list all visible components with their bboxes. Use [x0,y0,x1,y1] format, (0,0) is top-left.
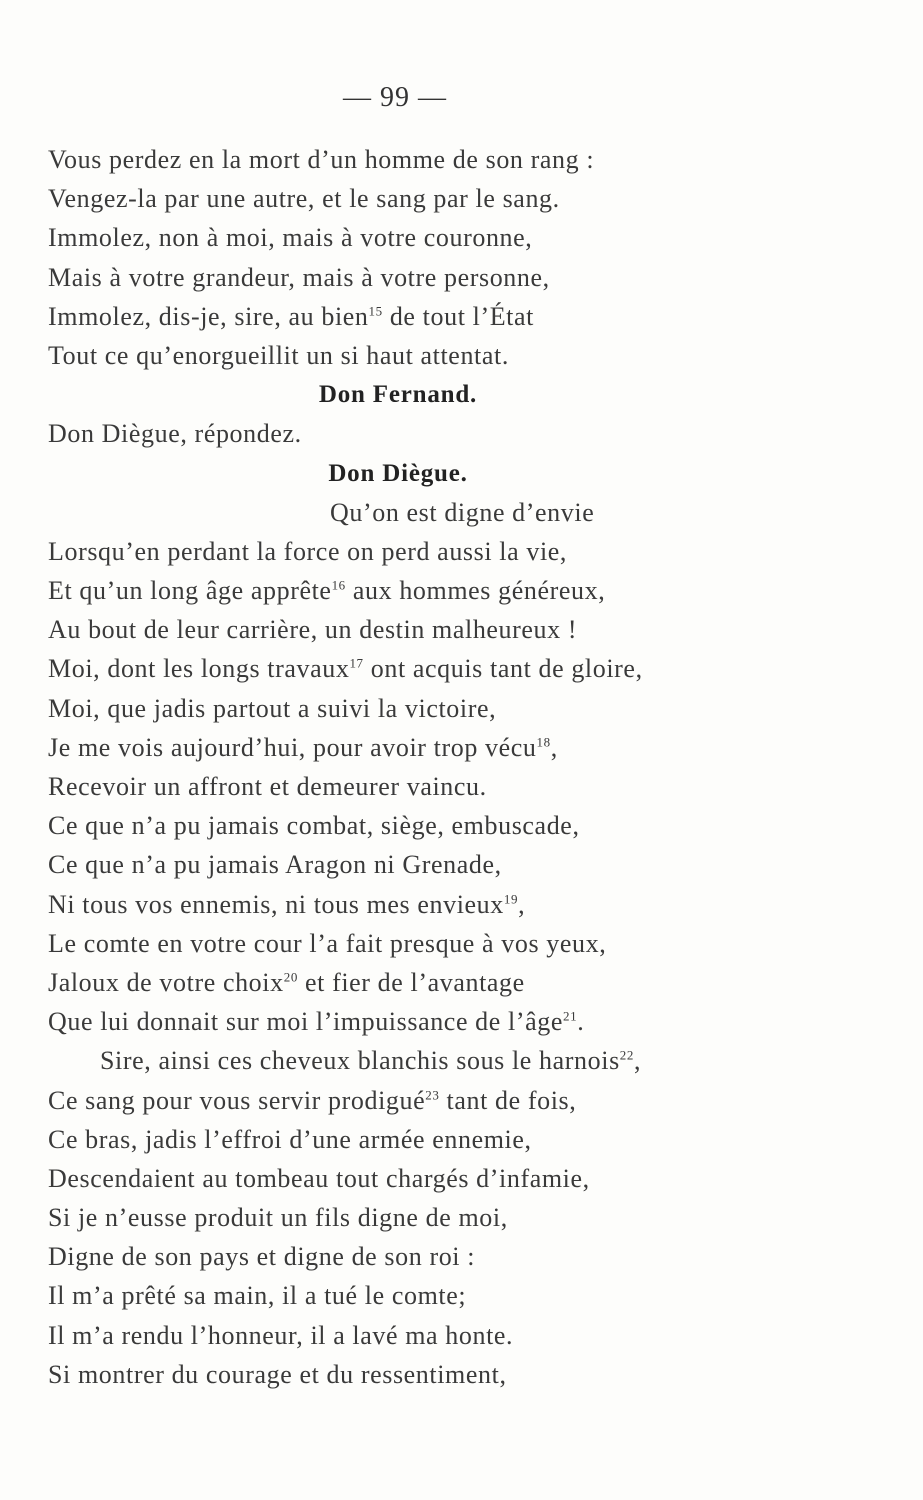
verse-text: Je me vois aujourd’hui, pour avoir trop vécu [48,732,537,762]
verse-text-continued: tant de fois, [439,1085,577,1115]
verse-line [48,885,748,924]
verse-text: Immolez, dis-je, sire, au bien [48,301,369,331]
verse-block [48,140,748,1394]
verse-line [48,336,748,375]
footnote-marker: 21 [563,1008,578,1024]
speaker-name [48,454,748,493]
verse-text: Moi, dont les longs travaux [48,654,350,684]
verse-line [48,963,748,1002]
verse-text: Jaloux de votre choix [48,967,284,997]
verse-text: Ce que n’a pu jamais combat, siège, embuscade, [48,811,580,841]
verse-line [48,689,748,728]
verse-text: Immolez, non à moi, mais à votre couronne, [48,223,533,253]
verse-line [48,1355,748,1394]
verse-text-continued: de tout l’État [382,301,534,331]
verse-text: Qu’on est digne d’envie [330,497,595,527]
verse-text: Que lui donnait sur moi l’impuissance de l’âge [48,1007,563,1037]
verse-line [48,1316,748,1355]
verse-line [48,297,748,336]
footnote-marker: 15 [368,303,383,319]
verse-text: Ce bras, jadis l’effroi d’une armée ennemie, [48,1124,532,1154]
verse-text: Recevoir un affront et demeurer vaincu. [48,772,487,801]
verse-text-continued: aux hommes généreux, [345,576,606,606]
verse-text: Ce sang pour vous servir prodigué [48,1085,426,1115]
footnote-marker: 19 [503,890,519,906]
verse-line [48,532,748,571]
verse-text: Si je n’eusse produit un fils digne de moi, [48,1203,508,1233]
verse-line [48,767,748,806]
verse-text: Ce que n’a pu jamais Aragon ni Grenade, [48,850,502,880]
verse-text: Le comte en votre cour l’a fait presque à vos yeux, [48,928,607,958]
verse-text-continued: , [550,732,558,762]
verse-line [48,728,748,767]
verse-line [48,140,748,179]
verse-text-continued: et fier de l’avantage [297,967,525,997]
verse-line [48,1237,748,1276]
speaker-name [48,375,748,414]
verse-text: Et qu’un long âge apprête [48,576,332,606]
verse-text: Si montrer du courage et du ressentiment, [48,1359,507,1389]
verse-text: Vengez-la par une autre, et le sang par le sang. [48,184,560,214]
verse-text: Don Diègue, répondez. [48,419,302,449]
footnote-marker: 22 [619,1047,634,1063]
speaker-name-text: Don Fernand. [318,381,478,409]
verse-line [48,649,748,688]
footnote-marker: 18 [536,734,551,750]
verse-line [48,571,748,610]
verse-text: Il m’a prêté sa main, il a tué le comte; [48,1281,467,1311]
verse-text-continued: . [577,1007,585,1037]
verse-line [48,1002,748,1041]
verse-text: Lorsqu’en perdant la force on perd aussi la vie, [48,536,568,566]
verse-line [48,1120,748,1159]
verse-text: Il m’a rendu l’honneur, il a lavé ma honte. [48,1320,514,1350]
footnote-marker: 20 [283,969,298,985]
verse-line [48,1159,748,1198]
verse-line [48,1198,748,1237]
verse-line [48,218,748,257]
verse-text: Descendaient au tombeau tout chargés d’infamie, [48,1163,590,1193]
footnote-marker: 23 [425,1086,440,1102]
verse-text: Vous perdez en la mort d’un homme de son rang : [48,145,595,174]
verse-text: Sire, ainsi ces cheveux blanchis sous le harnois [100,1046,620,1076]
verse-line [48,610,748,649]
verse-line [48,258,748,297]
verse-text: Moi, que jadis partout a suivi la victoire, [48,693,497,723]
verse-text: Au bout de leur carrière, un destin malheureux ! [48,615,578,645]
verse-text: Digne de son pays et digne de son roi : [48,1242,476,1272]
verse-text: Mais à votre grandeur, mais à votre personne, [48,262,550,292]
speaker-name-text: Don Diègue. [328,459,468,487]
verse-text-continued: , [518,889,526,919]
verse-line [48,1081,748,1120]
verse-line [48,1041,748,1080]
verse-line [48,845,748,884]
page-number: — 99 — [343,82,447,113]
verse-line [48,806,748,845]
verse-line [48,493,748,532]
footnote-marker: 17 [349,655,364,671]
verse-line [48,924,748,963]
verse-text-continued: ont acquis tant de gloire, [363,654,643,684]
verse-line [48,179,748,218]
verse-line [48,1276,748,1315]
verse-text: Tout ce qu’enorgueillit un si haut attentat. [48,340,509,370]
verse-text: Ni tous vos ennemis, ni tous mes envieux [48,889,504,919]
verse-text-continued: , [634,1046,642,1076]
verse-line [48,414,748,453]
footnote-marker: 16 [331,577,346,593]
